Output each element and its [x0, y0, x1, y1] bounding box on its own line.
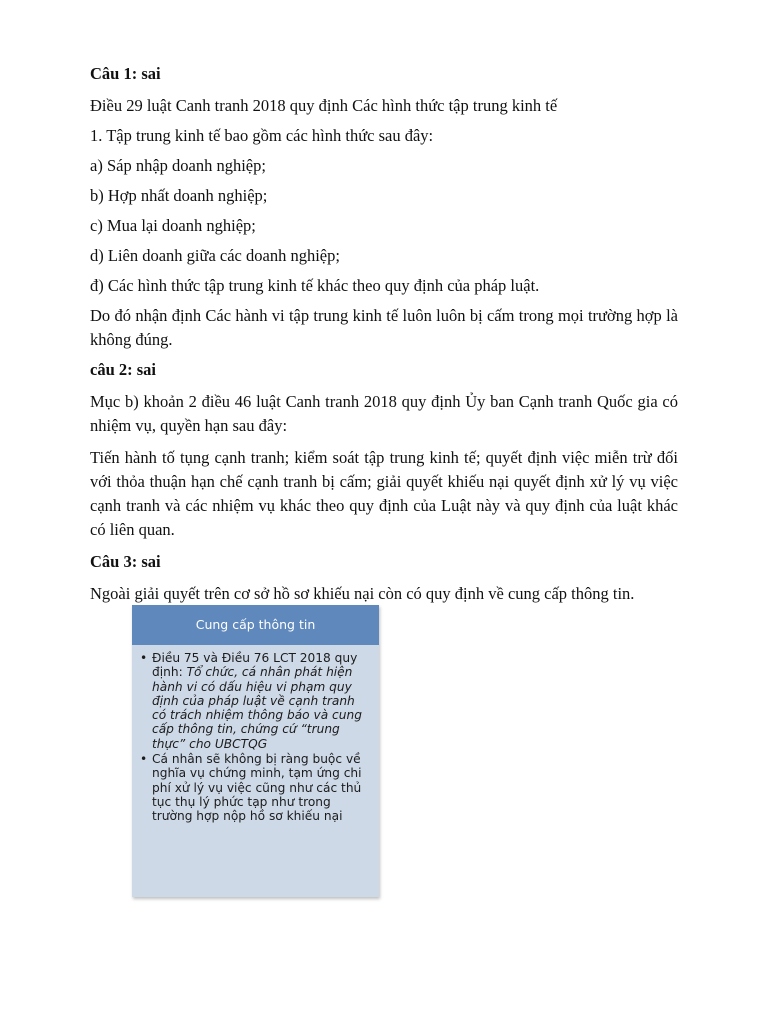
box-bullet-1-italic: Tổ chức, cá nhân phát hiện hành vi có dấu hiệu vi phạm quy định của pháp luật về cạnh tranh có trách nhiệm thông báo và cung cấp thông tin, chứng cứ “trung thực” cho UBCTQG: [152, 665, 362, 751]
box-body: [132, 645, 379, 824]
box-bullet-1-text: [152, 651, 371, 751]
question-3-heading: Câu 3: sai: [90, 552, 161, 571]
q1-line-d: d) Liên doanh giữa các doanh nghiệp;: [90, 246, 340, 265]
info-provision-box: [132, 605, 379, 897]
q1-conclusion: Do đó nhận định Các hành vi tập trung kinh tế luôn luôn bị cấm trong mọi trường hợp là không đúng.: [90, 306, 678, 349]
box-bullet-item: [140, 651, 371, 751]
box-bullet-1-lead: Điều 75 và Điều 76 LCT 2018 quy định:: [152, 651, 358, 680]
q2-paragraph-1: Mục b) khoản 2 điều 46 luật Canh tranh 2018 quy định Ủy ban Cạnh tranh Quốc gia có nhiệm vụ, quyền hạn sau đây:: [90, 392, 678, 435]
document-body: [90, 62, 678, 612]
box-bullet-item: [140, 752, 371, 823]
question-2-heading: câu 2: sai: [90, 360, 156, 379]
box-title: Cung cấp thông tin: [132, 605, 379, 645]
q1-line-clause: 1. Tập trung kinh tế bao gồm các hình thức sau đây:: [90, 126, 434, 145]
q1-line-b: b) Hợp nhất doanh nghiệp;: [90, 186, 268, 205]
q1-line-dd: đ) Các hình thức tập trung kinh tế khác theo quy định của pháp luật.: [90, 276, 540, 295]
question-1-heading: Câu 1: sai: [90, 64, 161, 83]
q1-line-article: Điều 29 luật Canh tranh 2018 quy định Các hình thức tập trung kinh tế: [90, 96, 558, 115]
q3-paragraph: Ngoài giải quyết trên cơ sở hồ sơ khiếu nại còn có quy định về cung cấp thông tin.: [90, 584, 635, 603]
q1-line-c: c) Mua lại doanh nghiệp;: [90, 216, 256, 235]
box-bullet-2-text: Cá nhân sẽ không bị ràng buộc về nghĩa vụ chứng minh, tạm ứng chi phí xử lý vụ việc cũng như các thủ tục thụ lý phức tạp như trong trường hợp nộp hồ sơ khiếu nại: [152, 752, 362, 824]
q1-line-a: a) Sáp nhập doanh nghiệp;: [90, 156, 266, 175]
bullet-icon: •: [140, 752, 148, 767]
q2-paragraph-2: Tiến hành tố tụng cạnh tranh; kiểm soát tập trung kinh tế; quyết định việc miễn trừ đối với thỏa thuận hạn chế cạnh tranh bị cấm; giải quyết khiếu nại quyết định xử lý vụ việc cạnh tranh và các nhiệm vụ khác theo quy định của Luật này và quy định của luật khác có liên quan.: [90, 448, 678, 539]
bullet-icon: •: [140, 651, 148, 665]
